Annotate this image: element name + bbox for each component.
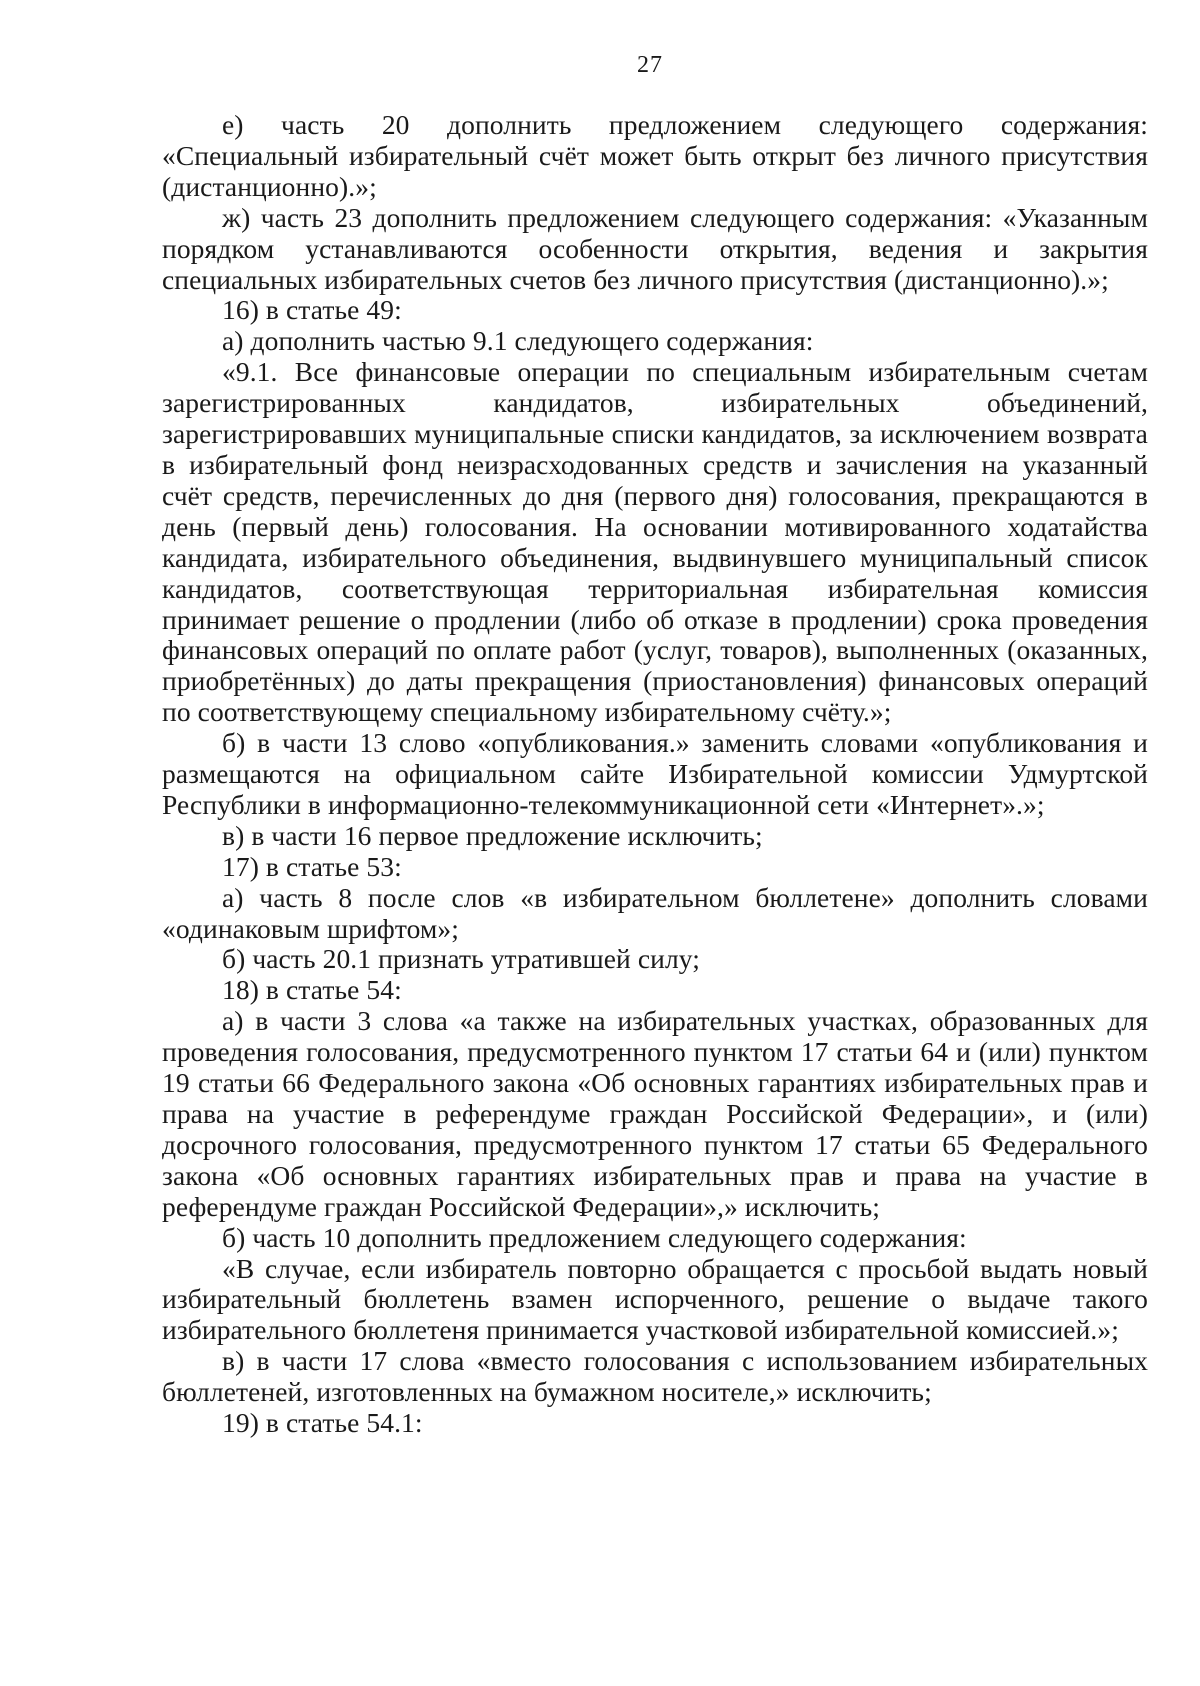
paragraph-part-10-text: «В случае, если избиратель повторно обращается с просьбой выдать новый избирательный бюллетень взамен испорченного, решение о выдаче такого избирательного бюллетеня принимается участковой избирательной комиссией.»;: [162, 1252, 1148, 1346]
paragraph-article-49-b: б) в части 13 слово «опубликования.» заменить словами «опубликования и размещаются на официальном сайте Избирательной комиссии Удмуртской Республики в информационно-телекоммуникационной сети «Интернет».»;: [162, 727, 1148, 820]
paragraph-article-53-a: а) часть 8 после слов «в избирательном бюллетене» дополнить словами «одинаковым шрифтом»;: [162, 881, 1148, 944]
paragraph-article-54-b: б) часть 10 дополнить предложением следующего содержания:: [222, 1221, 967, 1253]
paragraph-article-54-1-heading: 19) в статье 54.1:: [222, 1407, 423, 1439]
paragraph-article-54-c: в) в части 17 слова «вместо голосования с использованием избирательных бюллетеней, изготовленных на бумажном носителе,» исключить;: [162, 1345, 1148, 1408]
paragraph-amend-part-20: е) часть 20 дополнить предложением следующего содержания: «Специальный избирательный счёт может быть открыт без личного присутствия (дистанционно).»;: [162, 109, 1148, 202]
paragraph-amend-part-23: ж) часть 23 дополнить предложением следующего содержания: «Указанным порядком устанавливаются особенности открытия, ведения и закрытия специальных избирательных счетов без личного присутствия (дистанционно).»;: [162, 201, 1148, 295]
paragraph-article-49-heading: 16) в статье 49:: [222, 294, 402, 326]
paragraph-article-53-heading: 17) в статье 53:: [222, 850, 402, 882]
paragraph-part-9-1-text: «9.1. Все финансовые операции по специальным избирательным счетам зарегистрированных кандидатов, избирательных объединений, зарегистрировавших муниципальные списки кандидатов, за исключением возврата в избирательный фонд неизрасходованных средств и зачисления на указанный счёт средств, перечисленных до дня (первого дня) голосования, прекращаются в день (первый день) голосования. На основании мотивированного ходатайства кандидата, избирательного объединения, выдвинувшего муниципальный список кандидатов, соответствующая территориальная избирательная комиссия принимает решение о продлении (либо об отказе в продлении) срока проведения финансовых операций по оплате работ (услуг, товаров), выполненных (оказанных, приобретённых) до даты прекращения (приостановления) финансовых операций по соответствующему специальному избирательному счёту.»;: [162, 356, 1148, 728]
paragraph-article-53-b: б) часть 20.1 признать утратившей силу;: [222, 943, 701, 975]
paragraph-article-54-a: а) в части 3 слова «а также на избирательных участках, образованных для проведения голосования, предусмотренного пунктом 17 статьи 64 и (или) пунктом 19 статьи 66 Федерального закона «Об основных гарантиях избирательных прав и права на участие в референдуме граждан Российской Федерации», и (или) досрочного голосования, предусмотренного пунктом 17 статьи 65 Федерального закона «Об основных гарантиях избирательных прав и права на участие в референдуме граждан Российской Федерации»,» исключить;: [162, 1005, 1148, 1222]
page-number: 27: [637, 52, 663, 78]
paragraph-article-49-a: а) дополнить частью 9.1 следующего содержания:: [222, 325, 814, 357]
paragraph-article-54-heading: 18) в статье 54:: [222, 974, 402, 1006]
paragraph-article-49-c: в) в части 16 первое предложение исключить;: [222, 819, 763, 851]
document-body: [162, 110, 1148, 1439]
